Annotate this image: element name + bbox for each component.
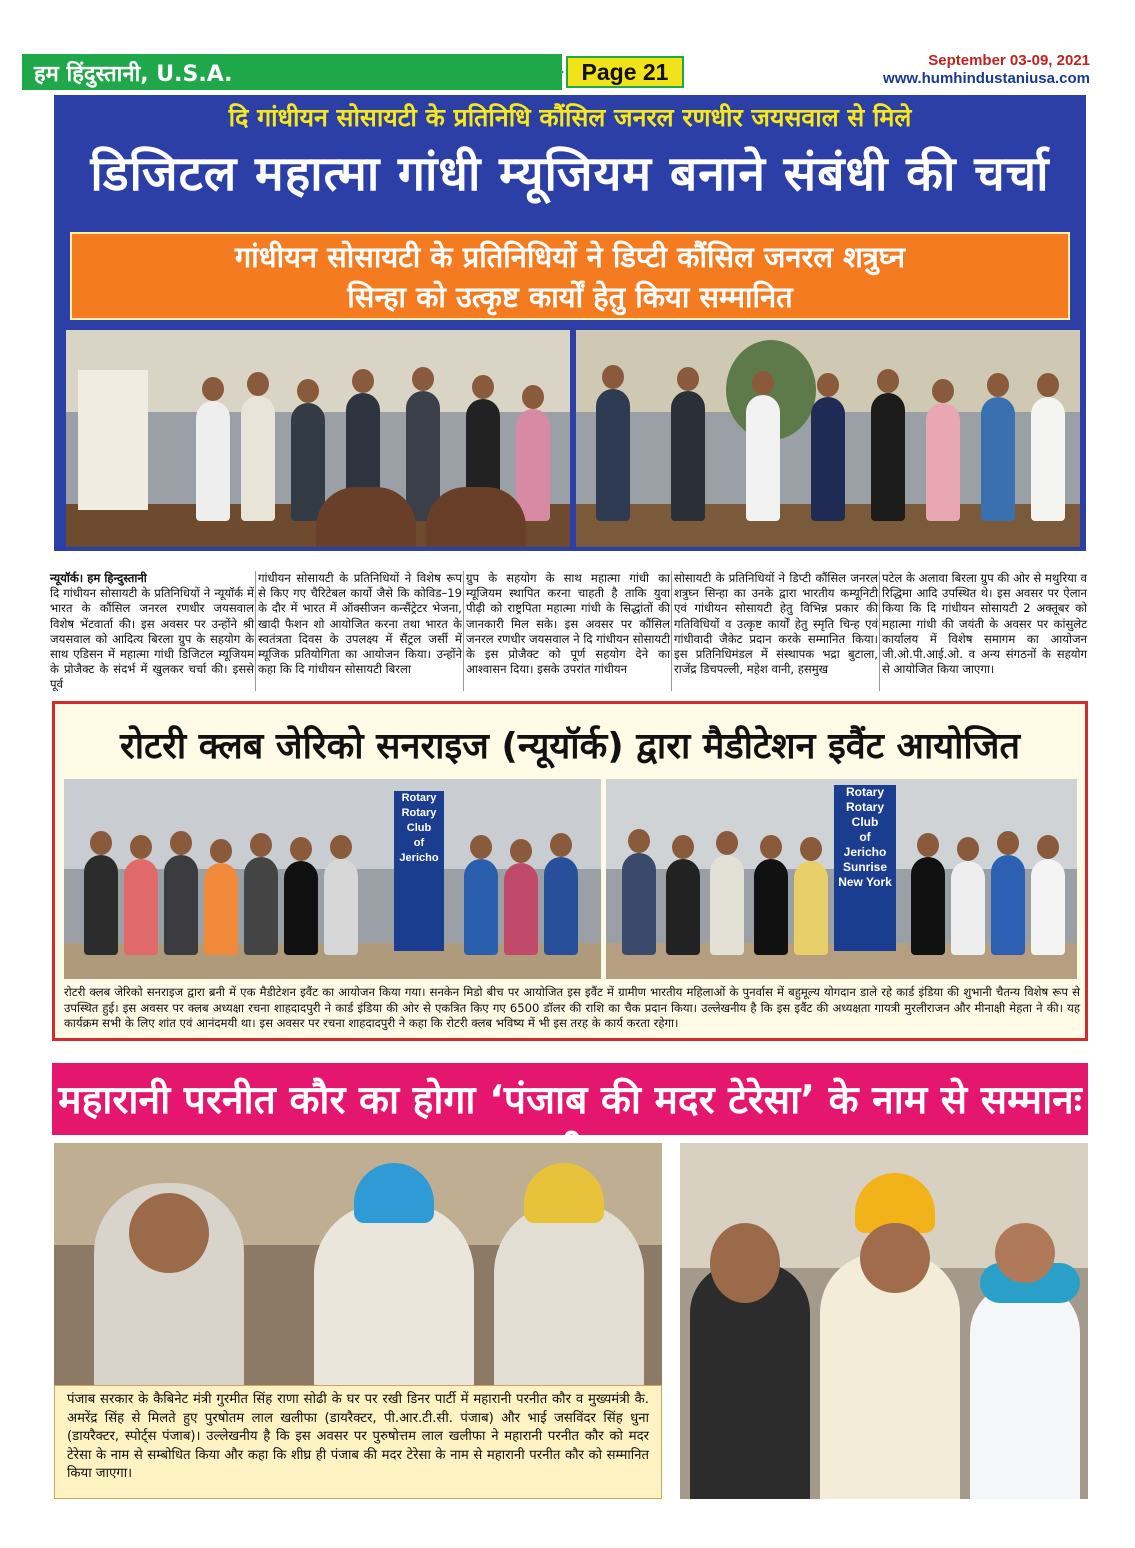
story2-photo-right bbox=[606, 779, 1077, 979]
story3-headline: महारानी परनीत कौर का होगा ‘पंजाब की मदर टेरेसा’ के नाम से सम्मानः bbox=[58, 1078, 1082, 1123]
story1-dateline: न्यूयॉर्क। हम हिन्दुस्तानी bbox=[50, 571, 147, 585]
story1-deck bbox=[70, 232, 1070, 320]
story1-photo-right bbox=[576, 330, 1080, 547]
story1-kicker: दि गांधीयन सोसायटी के प्रतिनिधि कौंसिल जनरल रणधीर जयसवाल से मिले bbox=[228, 103, 912, 132]
story1-headline: डिजिटल महात्मा गांधी म्यूजियम बनाने संबंधी की चर्चा bbox=[90, 146, 1050, 202]
story1-column-1-text: दि गांधीयन सोसायटी के प्रतिनिधियों ने न्यूयॉर्क में भारत के कौंसिल जनरल रणधीर जयसवाल विशेष भेंटवार्ता की। इस अवसर पर उन्होंने श्री जयसवाल को आदित्य बिरला ग्रुप के सहयोग के साथ एडिसन में महात्मा गांधी डिजिटल म्यूजियम के प्रोजैक्ट के संदर्भ में खुलकर चर्चा की। इससे पूर्व bbox=[50, 586, 254, 692]
story3-photo-right bbox=[680, 1143, 1088, 1499]
story1-column-3: ग्रुप के सहयोग के साथ महात्मा गांधी का म्यूजियम स्थापित करना चाहती है ताकि युवा पीढ़ी को राष्ट्रपिता महात्मा गांधी के सिद्धांतों की जानकारी मिल सके। इस अवसर पर कौंसिल जनरल रणधीर जयसवाल ने दि गांधीयन सोसायटी के इस प्रोजैक्ट को पूर्ण सहयोग देने का आश्वासन दिया। इसके उपरांत गांधीयन bbox=[466, 571, 670, 677]
rotary-banner: Rotary Rotary Club of Jericho Sunrise New York bbox=[834, 785, 896, 951]
column-divider bbox=[671, 571, 672, 691]
rotary-banner: Rotary Rotary Club of Jericho bbox=[394, 791, 444, 951]
website-link[interactable]: www.humhindustaniusa.com bbox=[883, 70, 1090, 87]
column-divider bbox=[255, 571, 256, 691]
story3-caption: पंजाब सरकार के कैबिनेट मंत्री गुरमीत सिंह राणा सोढी के घर पर रखी डिनर पार्टी में महारानी परनीत कौर व मुख्यमंत्री कै. अमरेंद्र सिंह से मिलते हुए पुरषोतम लाल खलीफा (डायरैक्टर, पी.आर.टी.सी. पंजाब) और भाई जसविंदर सिंह धुना (डायरैक्टर, स्पोर्ट्स पंजाब)। उल्लेखनीय है कि इस अवसर पर पुरुषोत्तम लाल खलीफा ने महारानी परनीत कौर को मदर टेरेसा के नाम से सम्बोधित किया और कहा कि शीघ्र ही पंजाब की मदर टेरेसा के नाम से महारानी परनीत कौर को सम्मानित किया जाएगा। bbox=[54, 1385, 662, 1499]
story2-caption: रोटरी क्लब जेरिको सनराइज द्वारा ब्रनी में एक मैडीटेशन इवैंट का आयोजन किया गया। सनकेन मिडो बीच पर आयोजित इस इवैंट में ग्रामीण भारतीय महिलाओं के पुनर्वास में बहुमूल्य योगदान डाले रहे कार्ड इंडिया की शुभानी चैतन्य विशेष रूप से उपस्थित हुई। इस अवसर पर क्लब अध्यक्षा रचना शाहदादपुरी ने कार्ड इंडिया की ओर से एकत्रित किए गए 6500 डॉलर की राशि का चैक प्रदान किया। उल्लेखनीय है कि इस इवैंट की अध्यक्षता गायत्री मुरलीराजन और मीनाक्षी मेहता ने की। यह कार्यक्रम सभी के लिए शांत एवं आनंदमयी था। इस अवसर पर रचना शाहदादपुरी ने कहा कि रोटरी क्लब भविष्य में भी इस तरह के कार्य करता रहेगा। bbox=[64, 985, 1081, 1030]
story1-photo-left bbox=[66, 330, 570, 547]
column-divider bbox=[879, 571, 880, 691]
story1-column-1 bbox=[50, 571, 254, 693]
column-divider bbox=[463, 571, 464, 691]
masthead-band-arrow bbox=[540, 54, 564, 90]
page-number-label: Page 21 bbox=[566, 56, 684, 88]
story1-column-5: पटेल के अलावा बिरला ग्रुप की ओर से मथुरिया व रिद्धिमा आदि उपस्थित थे। इस अवसर पर ऐलान किया कि दि गांधीयन सोसायटी 2 अक्तूबर को महात्मा गांधी की जयंती के अवसर पर कांसुलेट कार्यालय में विशेष समागम का आयोजन जी.ओ.पी.आई.ओ. व अन्य संगठनों के सहयोग से आयोजित किया जाएगा। bbox=[882, 571, 1087, 677]
newspaper-name: हम हिंदुस्तानी, U.S.A. bbox=[34, 62, 233, 87]
story1-deck-line1: गांधीयन सोसायटी के प्रतिनिधियों ने डिप्टी कौंसिल जनरल शत्रुघ्न bbox=[234, 240, 906, 274]
story1-column-4: सोसायटी के प्रतिनिधियों ने डिप्टी कौंसिल जनरल शत्रुघ्न सिन्हा का उनके द्वारा भारतीय कम्यूनिटी एवं गांधीयन सोसायटी हेतु विभिन्न प्रकार की गतिविधियों व उत्कृष्ट कार्यों हेतु स्मृति चिन्ह एवं गांधीवादी जैकेट प्रदान करके सम्मानित किया। इस प्रतिनिधिमंडल में संस्थापक भद्रा बुटाला, राजेंद्र डिचपल्ली, महेश वानी, हसमुख bbox=[674, 571, 878, 677]
story1-column-2: गांधीयन सोसायटी के प्रतिनिधियों ने विशेष रूप से किए गए चैरिटेबल कार्यो जैसे कि कोविड–19 के दौर में भारत में ऑक्सीजन कन्सैंट्रेटर भेजना, खादी फैशन शो आयोजित करना तथा भारत के स्वतंत्रता दिवस के उपलक्ष्य में सैंट्रल जर्सी में म्यूजिक प्रतियोगिता का आयोजन किया। उन्होंने कहा कि दि गांधीयन सोसायटी बिरला bbox=[258, 571, 462, 677]
issue-date: September 03-09, 2021 bbox=[928, 52, 1090, 69]
story1-deck-line2: सिन्हा को उत्कृष्ट कार्यों हेतु किया सम्मानित bbox=[347, 280, 793, 314]
story2-headline: रोटरी क्लब जेरिको सनराइज (न्यूयॉर्क) द्वारा मैडीटेशन इवैंट आयोजित bbox=[119, 726, 1020, 767]
story2-photo-left bbox=[64, 779, 601, 979]
